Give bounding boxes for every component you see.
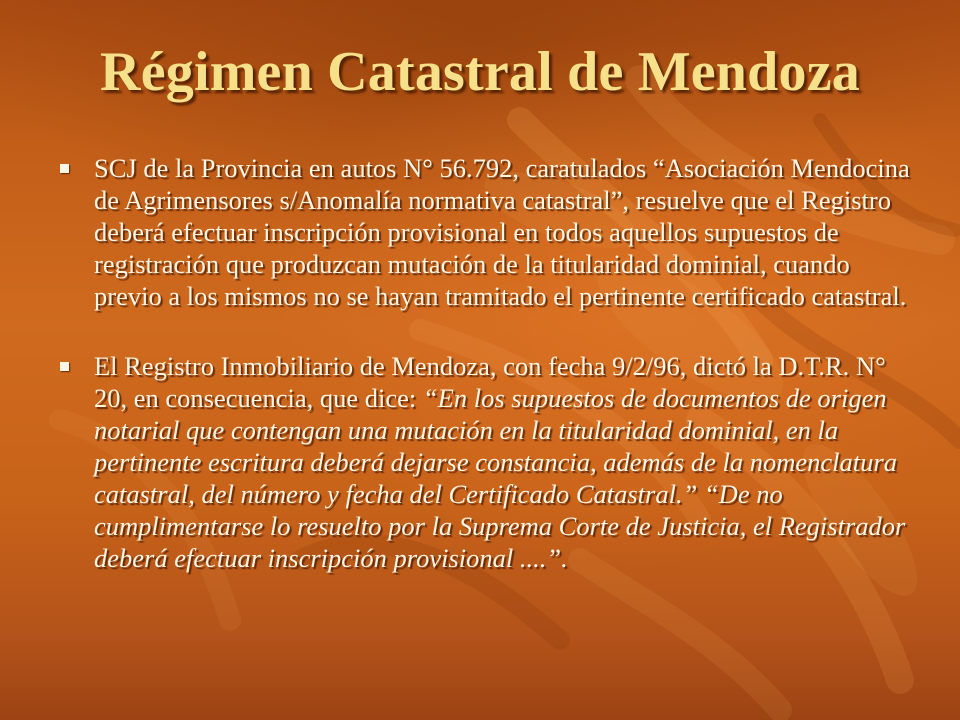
square-bullet-icon [60, 164, 69, 173]
bullet-item [60, 152, 912, 312]
bullet-text [94, 350, 912, 574]
bullet-text-quote: “En los supuestos de documentos de origen notarial que contengan una mutación en la titularidad dominial, en la pertinente escritura deberá dejarse constancia, además de la nomenclatura catastral, del número y fecha del Certificado Catastral.” “De no cumplimentarse lo resuelto por la Suprema Corte de Justicia, el Registrador deberá efectuar inscripción provisional ....”. [94, 383, 906, 573]
slide-title: Régimen Catastral de Mendoza [100, 41, 860, 103]
bullet-item [60, 350, 912, 574]
bullet-list [60, 152, 912, 612]
bullet-text: SCJ de la Provincia en autos N° 56.792, caratulados “Asociación Mendocina de Agrimensores s/Anomalía normativa catastral”, resuelve que el Registro deberá efectuar inscripción provisional en todos aquellos supuestos de registración que produzcan mutación de la titularidad dominial, cuando previo a los mismos no se hayan tramitado el pertinente certificado catastral. [94, 153, 910, 311]
square-bullet-icon [60, 362, 69, 371]
bullet-text-plain: El Registro Inmobiliario de Mendoza, con fecha 9/2/96, dictó la D.T.R. N° 20, en consecuencia, que dice: [94, 351, 886, 413]
